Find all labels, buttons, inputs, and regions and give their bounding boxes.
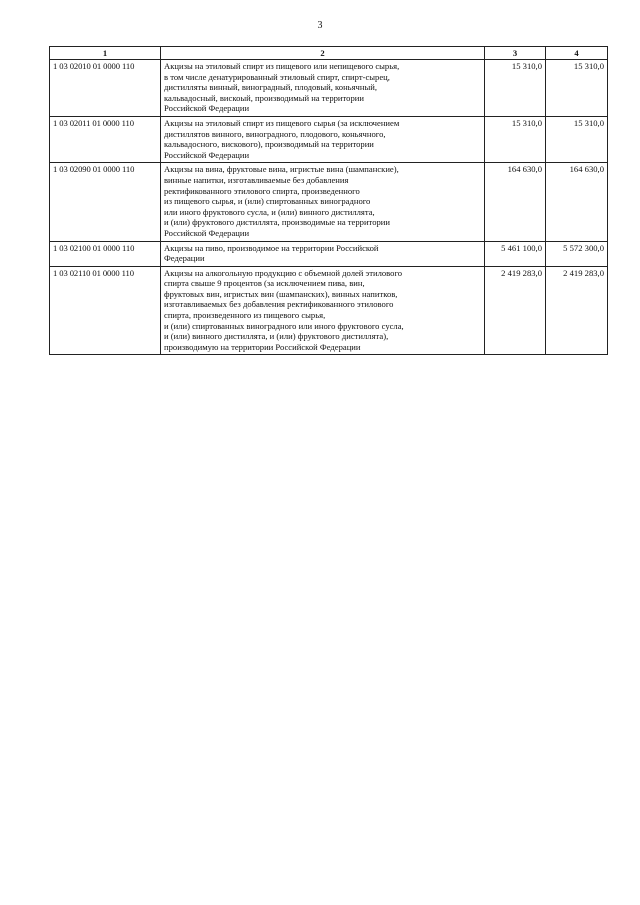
column-header-4: 4 xyxy=(546,47,608,60)
description-line: в том числе денатурированный этиловый спирт, спирт-сырец, xyxy=(164,71,390,82)
description-line: винные напитки, изготавливаемые без добавления xyxy=(164,174,349,185)
description-line: Федерации xyxy=(164,253,205,264)
description-line: Российской Федерации xyxy=(164,103,250,114)
budget-code-cell: 1 03 02100 01 0000 110 xyxy=(50,241,161,266)
amount-col4-cell: 164 630,0 xyxy=(546,163,608,241)
page-number: 3 xyxy=(317,20,323,31)
table-header xyxy=(50,47,608,60)
description-line: Акцизы на пиво, производимое на территории Российской xyxy=(164,242,379,253)
description-cell xyxy=(161,116,485,162)
amount-col4-cell: 2 419 283,0 xyxy=(546,266,608,355)
description-line: ректификованного этилового спирта, произведенного xyxy=(164,185,360,196)
description-line: производимую на территории Российской Федерации xyxy=(164,341,361,352)
amount-col4-cell: 15 310,0 xyxy=(546,116,608,162)
description-line: и (или) винного дистиллята, и (или) фруктового дистиллята), xyxy=(164,331,389,342)
header-row xyxy=(50,47,608,60)
description-line: Акцизы на вина, фруктовые вина, игристые вина (шампанские), xyxy=(164,164,399,175)
table-row xyxy=(50,266,608,355)
description-line: Акцизы на алкогольную продукцию с объемной долей этилового xyxy=(164,267,403,278)
table-row xyxy=(50,241,608,266)
description-cell xyxy=(161,241,485,266)
description-line: или иного фруктового сусла, и (или) винного дистиллята, xyxy=(164,206,375,217)
description-line: изготавливаемых без добавления ректификованного этилового xyxy=(164,299,394,310)
amount-col3-cell: 15 310,0 xyxy=(485,60,546,117)
budget-code-cell: 1 03 02090 01 0000 110 xyxy=(50,163,161,241)
description-line: и (или) спиртованных виноградного или иного фруктового сусла, xyxy=(164,320,404,331)
description-line: спирта свыше 9 процентов (за исключением пива, вин, xyxy=(164,278,365,289)
description-line: и (или) фруктового дистиллята, производимые на территории xyxy=(164,217,390,228)
description-cell xyxy=(161,163,485,241)
amount-col4-cell: 5 572 300,0 xyxy=(546,241,608,266)
table-row xyxy=(50,60,608,117)
column-header-1: 1 xyxy=(50,47,161,60)
table-row xyxy=(50,116,608,162)
amount-col3-cell: 2 419 283,0 xyxy=(485,266,546,355)
column-header-2: 2 xyxy=(161,47,485,60)
description-line: Акцизы на этиловый спирт из пищевого сырья (за исключением xyxy=(164,117,400,128)
amount-col3-cell: 5 461 100,0 xyxy=(485,241,546,266)
description-line: Акцизы на этиловый спирт из пищевого или непищевого сырья, xyxy=(164,61,400,71)
excise-table xyxy=(49,46,608,355)
table-row xyxy=(50,163,608,241)
description-line: Российской Федерации xyxy=(164,227,250,238)
description-line: фруктовых вин, игристых вин (шампанских), винных напитков, xyxy=(164,288,398,299)
description-cell xyxy=(161,266,485,355)
budget-code-cell: 1 03 02110 01 0000 110 xyxy=(50,266,161,355)
amount-col3-cell: 15 310,0 xyxy=(485,116,546,162)
amount-col4-cell: 15 310,0 xyxy=(546,60,608,117)
table-body xyxy=(50,60,608,355)
column-header-3: 3 xyxy=(485,47,546,60)
budget-code-cell: 1 03 02010 01 0000 110 xyxy=(50,60,161,117)
description-line: дистиллятов винного, виноградного, плодового, коньячного, xyxy=(164,128,386,139)
description-line: из пищевого сырья, и (или) спиртованных виноградного xyxy=(164,196,371,207)
description-line: кальвадосный, вискоый, производимый на территории xyxy=(164,92,364,103)
budget-code-cell: 1 03 02011 01 0000 110 xyxy=(50,116,161,162)
description-line: спирта, произведенного из пищевого сырья, xyxy=(164,310,326,321)
description-line: Российской Федерации xyxy=(164,149,250,160)
description-line: кальвадосного, вискового), производимый на территории xyxy=(164,139,374,150)
description-cell xyxy=(161,60,485,117)
description-line: дистилляты винный, виноградный, плодовый, коньячный, xyxy=(164,82,377,93)
amount-col3-cell: 164 630,0 xyxy=(485,163,546,241)
